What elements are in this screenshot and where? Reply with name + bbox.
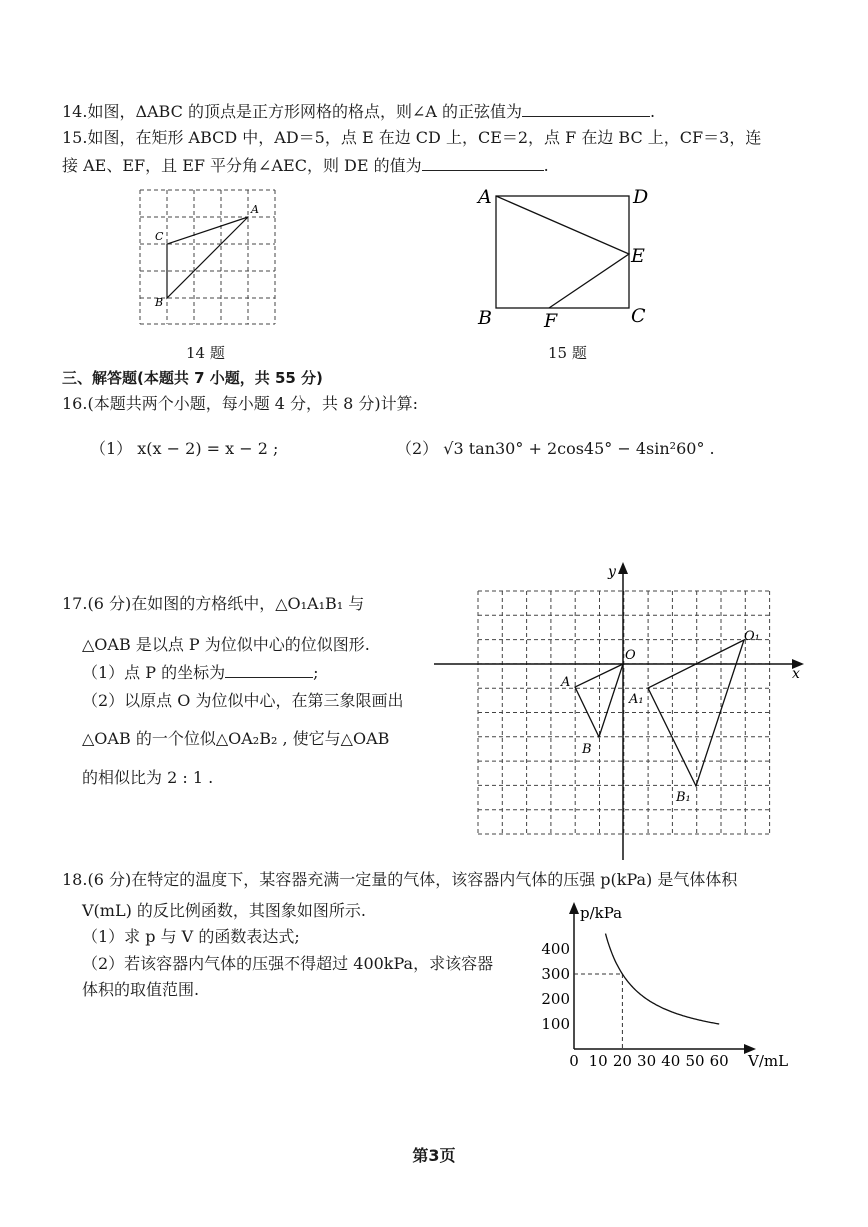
q17-line1: 17.(6 分)在如图的方格纸中，△O₁A₁B₁ 与 [62, 594, 365, 613]
q15-answer-blank[interactable] [422, 156, 544, 171]
q15-label-e: E [631, 245, 645, 267]
q15-line2-row [62, 156, 549, 176]
q15-end: . [543, 156, 549, 175]
q17-x-label: x [792, 666, 800, 682]
chart-x-tick-label: 20 [612, 1052, 632, 1070]
chart-x-tick-label: 50 [685, 1052, 705, 1070]
chart-guides [574, 974, 622, 1049]
q14-label-a: A [251, 203, 259, 216]
q15-label-d: D [633, 186, 649, 208]
chart-y-tick-label: 300 [541, 965, 570, 983]
q14-triangle [167, 217, 248, 298]
q16-part2: （2） √3 tan30° + 2cos45° − 4sin²60° . [396, 439, 715, 458]
q15-caption: 15 题 [548, 344, 587, 362]
q17-label-b: B [582, 742, 592, 757]
chart-x-tick-label: 30 [637, 1052, 657, 1070]
q17-line6: 的相似比为 2 : 1 . [82, 768, 214, 787]
q17-grid [478, 591, 770, 835]
chart-x-tick-label: 0 [569, 1052, 579, 1070]
q17-label-o: O [625, 648, 636, 663]
q18-line5: 体积的取值范围. [82, 980, 200, 999]
q15-label-f: F [544, 310, 558, 332]
q14-question: 14.如图，ΔABC 的顶点是正方形网格的格点，则∠A 的正弦值为 [62, 102, 522, 121]
chart-y-arrow [569, 902, 579, 914]
q17-line2: △OAB 是以点 P 为位似中心的位似图形. [82, 635, 370, 654]
q18-line1: 18.(6 分)在特定的温度下，某容器充满一定量的气体，该容器内气体的压强 p(kPa) 是气体体积 [62, 870, 738, 889]
q14-answer-blank[interactable] [522, 102, 650, 117]
q15-rectangle [496, 196, 629, 308]
q17-answer-blank[interactable] [225, 663, 313, 678]
chart-x-tick-label: 40 [661, 1052, 681, 1070]
q15-line1: 15.如图，在矩形 ABCD 中，AD＝5，点 E 在边 CD 上，CE＝2，点 F 在边 BC 上，CF＝3，连 [62, 128, 762, 147]
q14-caption: 14 题 [186, 344, 225, 362]
q18-line2: V(mL) 的反比例函数，其图象如图所示. [82, 901, 367, 920]
q17-line5: △OAB 的一个位似△OA₂B₂ , 使它与△OAB [82, 729, 390, 748]
chart-y-tick-label: 200 [541, 990, 570, 1008]
q15-figure [470, 182, 660, 332]
q18-line4: （2）若该容器内气体的压强不得超过 400kPa，求该容器 [82, 954, 494, 973]
q18-pressure-volume-chart [530, 898, 810, 1078]
q16-intro: 16.(本题共两个小题，每小题 4 分，共 8 分)计算: [62, 394, 419, 413]
chart-x-tick-label: 10 [588, 1052, 608, 1070]
chart-y-label: p/kPa [580, 904, 623, 922]
section3-title: 三、解答题(本题共 7 小题，共 55 分) [62, 369, 323, 387]
chart-y-tick-label: 100 [541, 1015, 570, 1033]
chart-x-label: V/mL [748, 1052, 789, 1070]
q17-label-b1: B₁ [676, 790, 691, 805]
q15-label-a: A [478, 186, 492, 208]
chart-x-tick-label: 60 [709, 1052, 729, 1070]
q15-label-c: C [631, 305, 646, 327]
q17-coordinate-figure [430, 560, 810, 865]
q17-label-a1: A₁ [629, 692, 644, 707]
q17-y-label: y [608, 564, 616, 580]
q14-label-b: B [155, 296, 164, 309]
chart-x-ticks [569, 1052, 729, 1070]
q17-line3-row [82, 660, 319, 683]
q17-label-a: A [561, 675, 571, 690]
q14-text [62, 102, 655, 122]
q17-line4: （2）以原点 O 为位似中心，在第三象限画出 [82, 691, 404, 710]
q17-label-o1: O₁ [744, 629, 760, 644]
q18-line3: （1）求 p 与 V 的函数表达式; [82, 927, 300, 946]
q15-line2: 接 AE、EF，且 EF 平分角∠AEC，则 DE 的值为 [62, 156, 422, 175]
chart-y-ticks [541, 940, 570, 1033]
q14-figure [130, 182, 290, 332]
q17-line3-end: ; [313, 663, 319, 682]
q16-part1: （1） x(x − 2) = x − 2 ; [90, 439, 279, 458]
q17-y-arrow [618, 562, 628, 574]
q17-line3: （1）点 P 的坐标为 [82, 663, 226, 682]
q14-end: . [650, 102, 656, 121]
page-number: 第3页 [412, 1146, 456, 1165]
q15-segments [496, 196, 629, 308]
q15-label-b: B [478, 307, 492, 329]
q14-label-c: C [155, 230, 164, 243]
chart-y-tick-label: 400 [541, 940, 570, 958]
